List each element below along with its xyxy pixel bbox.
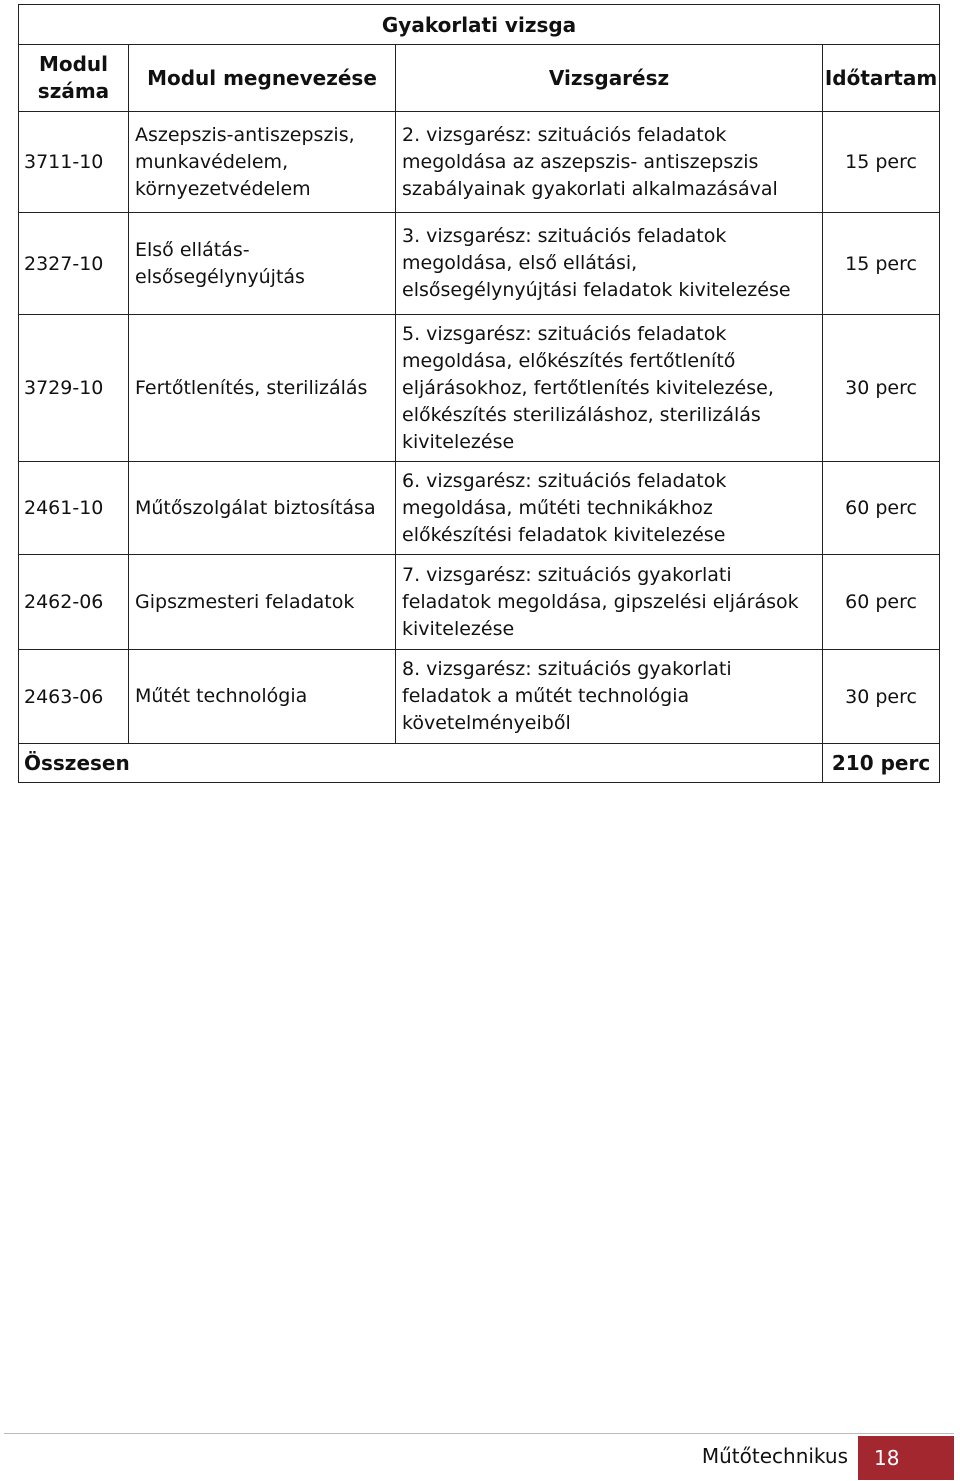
row-duration: 15 perc <box>823 213 940 315</box>
row-name: Aszepszis-antiszepszis, munkavédelem, környezetvédelem <box>129 112 396 213</box>
total-row <box>19 744 940 783</box>
page-number: 18 <box>874 1446 900 1470</box>
row-exam: 6. vizsgarész: szituációs feladatok megoldása, műtéti technikákhoz előkészítési feladatok kivitelezése <box>396 462 823 555</box>
row-code: 3729-10 <box>19 315 129 462</box>
row-name: Műtét technológia <box>129 650 396 744</box>
row-name: Műtőszolgálat biztosítása <box>129 462 396 555</box>
footer-title: Műtőtechnikus <box>701 1444 848 1468</box>
row-exam: 5. vizsgarész: szituációs feladatok megoldása, előkészítés fertőtlenítő eljárásokhoz, fertőtlenítés kivitelezése, előkészítés sterilizáláshoz, sterilizálás kivitelezése <box>396 315 823 462</box>
row-duration: 60 perc <box>823 462 940 555</box>
total-value: 210 perc <box>823 744 940 783</box>
table-row <box>19 555 940 650</box>
row-duration: 30 perc <box>823 650 940 744</box>
row-code: 3711-10 <box>19 112 129 213</box>
row-code: 2461-10 <box>19 462 129 555</box>
header-code: Modul száma <box>19 45 129 112</box>
row-name: Fertőtlenítés, sterilizálás <box>129 315 396 462</box>
row-code: 2462-06 <box>19 555 129 650</box>
header-exam: Vizsgarész <box>396 45 823 112</box>
row-exam: 2. vizsgarész: szituációs feladatok megoldása az aszepszis- antiszepszis szabályainak gyakorlati alkalmazásával <box>396 112 823 213</box>
row-code: 2463-06 <box>19 650 129 744</box>
header-duration: Időtartam <box>823 45 940 112</box>
row-name: Gipszmesteri feladatok <box>129 555 396 650</box>
table-row <box>19 213 940 315</box>
page-number-badge <box>858 1436 954 1480</box>
page-footer <box>4 1433 954 1481</box>
row-duration: 15 perc <box>823 112 940 213</box>
table-row <box>19 315 940 462</box>
total-label: Összesen <box>19 744 823 783</box>
table-row <box>19 650 940 744</box>
row-name: Első ellátás-elsősegélynyújtás <box>129 213 396 315</box>
table-title: Gyakorlati vizsga <box>19 5 940 45</box>
row-exam: 3. vizsgarész: szituációs feladatok megoldása, első ellátási, elsősegélynyújtási feladatok kivitelezése <box>396 213 823 315</box>
row-exam: 7. vizsgarész: szituációs gyakorlati feladatok megoldása, gipszelési eljárások kivitelezése <box>396 555 823 650</box>
table-row <box>19 112 940 213</box>
exam-table <box>18 4 940 783</box>
table-row <box>19 462 940 555</box>
row-duration: 30 perc <box>823 315 940 462</box>
header-name: Modul megnevezése <box>129 45 396 112</box>
row-code: 2327-10 <box>19 213 129 315</box>
row-duration: 60 perc <box>823 555 940 650</box>
row-exam: 8. vizsgarész: szituációs gyakorlati feladatok a műtét technológia követelményeiből <box>396 650 823 744</box>
